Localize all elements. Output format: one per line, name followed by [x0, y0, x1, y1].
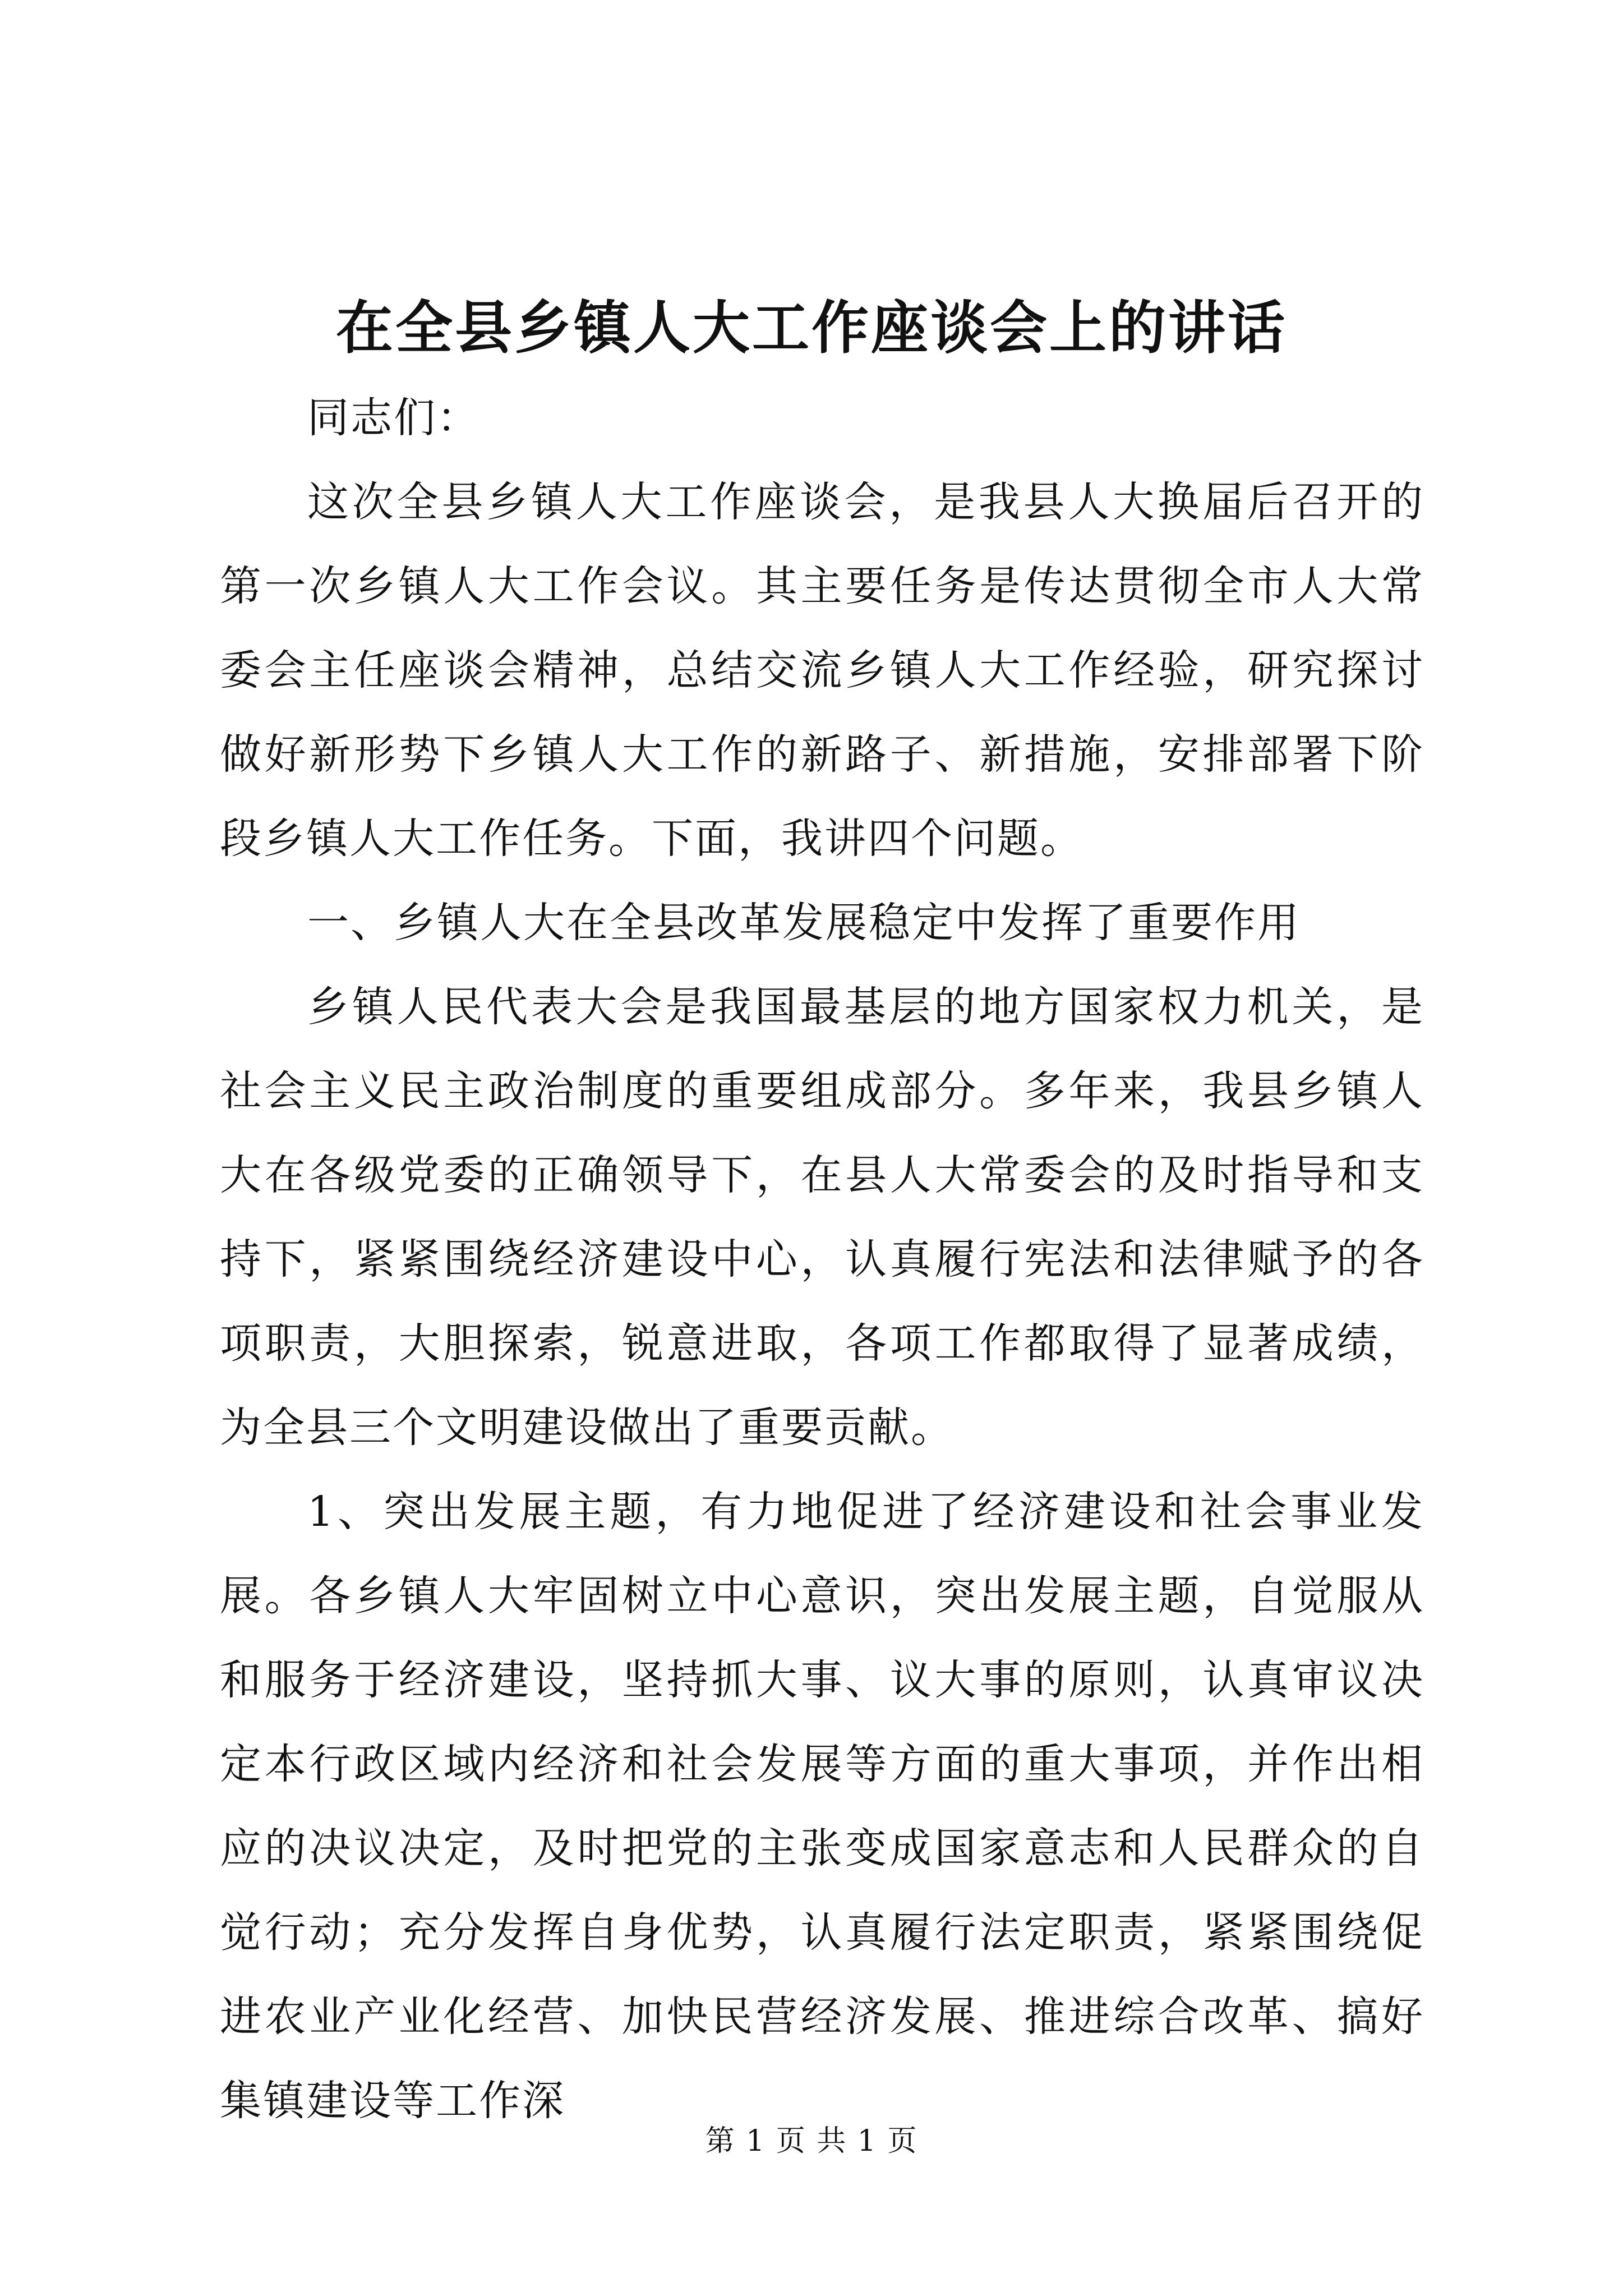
section-heading-1: 一、乡镇人大在全县改革发展稳定中发挥了重要作用: [307, 899, 1301, 947]
paragraph-section-1: 乡镇人民代表大会是我国最基层的地方国家权力机关，是社会主义民主政治制度的重要组成部分。多年来，我县乡镇人大在各级党委的正确领导下，在县人大常委会的及时指导和支持下，紧紧围绕经济建设中心，认真履行宪法和法律赋予的各项职责，大胆探索，锐意进取，各项工作都取得了显著成绩，为全县三个文明建设做出了重要贡献。: [220, 983, 1424, 1452]
paragraph-intro: 这次全县乡镇人大工作座谈会，是我县人大换届后召开的第一次乡镇人大工作会议。其主要任务是传达贯彻全市人大常委会主任座谈会精神，总结交流乡镇人大工作经验，研究探讨做好新形势下乡镇人大工作的新路子、新措施，安排部署下阶段乡镇人大工作任务。下面，我讲四个问题。: [220, 478, 1424, 863]
document-body: [220, 376, 1424, 2143]
paragraph-point-1: 1、突出发展主题，有力地促进了经济建设和社会事业发展。各乡镇人大牢固树立中心意识，突出发展主题，自觉服从和服务于经济建设，坚持抓大事、议大事的原则，认真审议决定本行政区域内经济和社会发展等方面的重大事项，并作出相应的决议决定，及时把党的主张变成国家意志和人民群众的自觉行动；充分发挥自身优势，认真履行法定职责，紧紧围绕促进农业产业化经营、加快民营经济发展、推进综合改革、搞好集镇建设等工作深: [220, 1488, 1424, 2125]
salutation: 同志们：: [307, 394, 480, 442]
document-title: 在全县乡镇人大工作座谈会上的讲话: [336, 295, 1287, 362]
page-footer: 第 1 页 共 1 页: [705, 2124, 918, 2158]
